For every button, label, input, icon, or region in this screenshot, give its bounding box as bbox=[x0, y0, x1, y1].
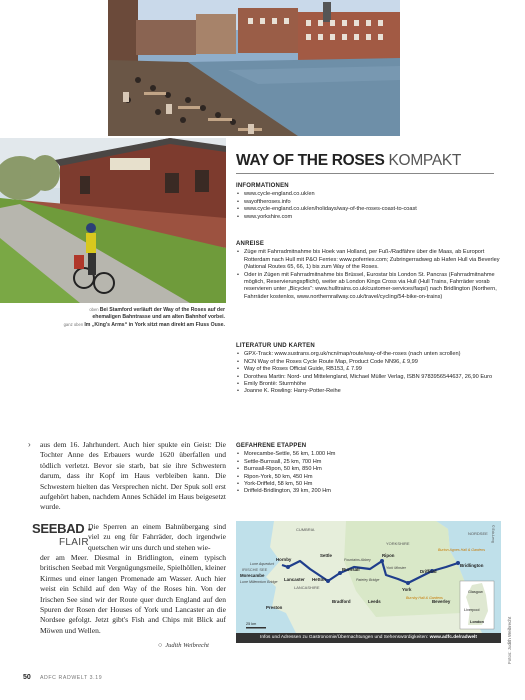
map-label: London bbox=[470, 620, 484, 624]
map-label: Bradford bbox=[332, 599, 351, 604]
list-item: • Burnsall-Ripon, 50 km, 850 Hm bbox=[236, 466, 501, 473]
map-label: Lancaster bbox=[284, 577, 305, 582]
page-number: 50 bbox=[23, 674, 31, 681]
list-item: • Morecambe-Settle, 56 km, 1.000 Hm bbox=[236, 451, 501, 458]
photo-cyclist-station bbox=[0, 138, 226, 303]
list-item: • GPX-Track: www.sustrans.org.uk/ncn/map/route/way-of-the-roses (nach unten scrollen) bbox=[236, 351, 501, 358]
journal-name: ADFC RADWELT 3.19 bbox=[40, 675, 103, 681]
map-label: CUMBRIA bbox=[296, 527, 315, 532]
map-label: Lune Millennium Bridge bbox=[240, 580, 278, 584]
list-item: • Züge mit Fahrradmitnahme bis Hoek van Holland, per Fuß-/Radfähre über die Maas, ab Europort Rotterdam nach Hull mit P&O Ferries: www.poferries.com; Zubringerradweg ab Hafen Hull via Beverley (National Routes 65, 66, 1) bis zum Way of the Roses. bbox=[236, 249, 501, 271]
section-informationen bbox=[236, 183, 501, 221]
photo-caption: oben Bei Stamford verläuft der Way of the Roses auf der ehemaligen Bahntrasse und am alten Bahnhof vorbei. ganz oben Im „King's Arms“ in York sitzt man direkt am Fluss Ouse. bbox=[63, 307, 225, 328]
map-label: York Minster bbox=[386, 566, 406, 570]
map-label: Burnsall bbox=[342, 567, 360, 572]
end-circle-icon: ○ bbox=[158, 641, 163, 649]
body-paragraph: aus dem 16. Jahrhundert. Auch hier spukte ein Geist: Die Tochter Anne des Erbauers wurde 1620 überfallen und tödlich verletzt. Bevor sie starb, bat sie ihre Schwestern darum, dass ihr Kopf im Haus verbleiben kann. Die Schwestern hielten das Versprechen nicht. Der Spuk soll erst aufgehört haben, nachdem Annes Schädel im Haus beigesetzt wurde. bbox=[40, 440, 226, 512]
map-copyright: © Eck-Leng bbox=[491, 525, 495, 543]
author-byline: ○ Judith Weibrecht bbox=[158, 641, 209, 649]
map-label: Lune Aqueduct bbox=[250, 562, 275, 566]
map-label: NORDSEE bbox=[468, 531, 488, 536]
map-label: York bbox=[402, 587, 412, 592]
continuation-arrow-icon: › bbox=[28, 440, 31, 449]
body-paragraph: Die Sperren an einem Bahnübergang sind viel zu eng für Fahrräder, doch irgendwie quetschen wir uns durch und stehen wie- bbox=[88, 522, 226, 552]
section-anreise bbox=[236, 241, 501, 301]
map-label: Beverley bbox=[432, 599, 451, 604]
list-item: • York-Driffeld, 58 km, 50 Hm bbox=[236, 481, 501, 488]
map-label: Burnby Hall & Gardens bbox=[406, 596, 443, 600]
map-label: Driffield bbox=[420, 569, 437, 574]
section-heading: GEFAHRENE ETAPPEN bbox=[236, 443, 307, 449]
box-title: WAY OF THE ROSES KOMPAKT bbox=[236, 152, 462, 169]
map-label: Burton Agnes Hall & Gardens bbox=[438, 548, 486, 552]
list-item: • Oder in Zügen mit Fahrradmitnahme bis Brüssel, Eurostar bis London St. Pancras (Fahrradmitnahme möglich, Reservierungspflicht), weiter ab London Kings Cross via Hull (Hull Trains, Fahrräder vorab reservieren unter „Bicycles“: www.hulltrains.co.uk/customer-services/faqs/) nach Bridlington (Northern, Fahrräder kostenlos, www.northernrailway.co.uk/travel/cycling/54-bike-on-trains) bbox=[236, 272, 501, 302]
section-heading: INFORMATIONEN bbox=[236, 183, 289, 189]
list-item: • Dorothea Martin: Nord- und Mittelengland, Michael Müller Verlag, ISBN 9783956544637, 26,90 Euro bbox=[236, 374, 501, 381]
list-item: • Ripon-York, 50 km, 450 Hm bbox=[236, 474, 501, 481]
list-item: • Way of the Roses Official Guide, RB153, £ 7.99 bbox=[236, 366, 501, 373]
map-label: Leeds bbox=[368, 599, 381, 604]
route-map bbox=[236, 521, 501, 633]
section-heading: LITERATUR UND KARTEN bbox=[236, 343, 315, 349]
map-label: IRISCHE SEE bbox=[242, 567, 268, 572]
map-label: Fountains Abbey bbox=[344, 558, 371, 562]
body-paragraph: der am Meer. Diesmal in Bridlington, einem typisch britischen Seebad mit Vergnügungsmeile, Spielhöllen, kleiner Kirmes und einer langen Promenade am Wasser. Auch hier weist ein Schild auf den Way of the Roses hin. Von der Irischen See sind wir der Route quer durch England auf den Spuren der Rosen der Houses of York und Lancaster an die Nordsee gefolgt. Jetzt gibt's Fish and Chips mit Blick auf Möwen und Wellen. bbox=[40, 553, 226, 635]
map-label: Hornby bbox=[276, 557, 292, 562]
map-label: LANCASHIRE bbox=[294, 585, 320, 590]
section-etappen bbox=[236, 443, 501, 496]
list-item: • Joanne K. Rowling: Harry-Potter-Reihe bbox=[236, 388, 501, 395]
map-label: Ripon bbox=[382, 553, 395, 558]
map-footer: Infos und Adressen zu Gastronomie/Übernachtungen und Sehenswürdigkeiten: www.adfc.de/radwelt bbox=[236, 633, 501, 643]
map-label: YORKSHIRE bbox=[386, 541, 410, 546]
list-item: • Driffeld-Bridlington, 39 km, 200 Hm bbox=[236, 488, 501, 495]
photo-york-riverside bbox=[108, 0, 400, 136]
section-heading: ANREISE bbox=[236, 241, 265, 247]
map-label: Settle bbox=[320, 553, 332, 558]
map-label: Preston bbox=[266, 605, 283, 610]
map-label: Pateley Bridge bbox=[356, 578, 380, 582]
list-item: • Emily Brontë: Sturmhöhe bbox=[236, 381, 501, 388]
list-item: • wayoftheroses.info bbox=[236, 199, 501, 206]
subheading-seebad: SEEBAD - bbox=[32, 521, 92, 536]
list-item: • www.yorkshire.com bbox=[236, 214, 501, 221]
list-item: • Settle-Burnsall, 25 km, 700 Hm bbox=[236, 459, 501, 466]
list-item: • NCN Way of the Roses Cycle Route Map, Product Code NN96, £ 9,99 bbox=[236, 359, 501, 366]
photo-credit: Fotos: Judith Weibrecht bbox=[507, 616, 512, 664]
map-scale: 25 km bbox=[246, 622, 257, 626]
list-item: • www.cycle-england.co.uk/en bbox=[236, 191, 501, 198]
map-label: Liverpool bbox=[464, 608, 480, 612]
list-item: • www.cycle-england.co.uk/en/holidays/way-of-the-roses-coast-to-coast bbox=[236, 206, 501, 213]
title-rule bbox=[236, 173, 494, 174]
section-literatur bbox=[236, 343, 501, 396]
map-label: Hetton bbox=[312, 577, 326, 582]
subheading-flair: FLAIR bbox=[59, 537, 89, 548]
map-label: Bridlington bbox=[460, 563, 484, 568]
map-label: Glasgow bbox=[468, 590, 483, 594]
map-footer-link[interactable]: www.adfc.de/radwelt bbox=[429, 635, 477, 640]
map-label: Morecambe bbox=[240, 573, 265, 578]
